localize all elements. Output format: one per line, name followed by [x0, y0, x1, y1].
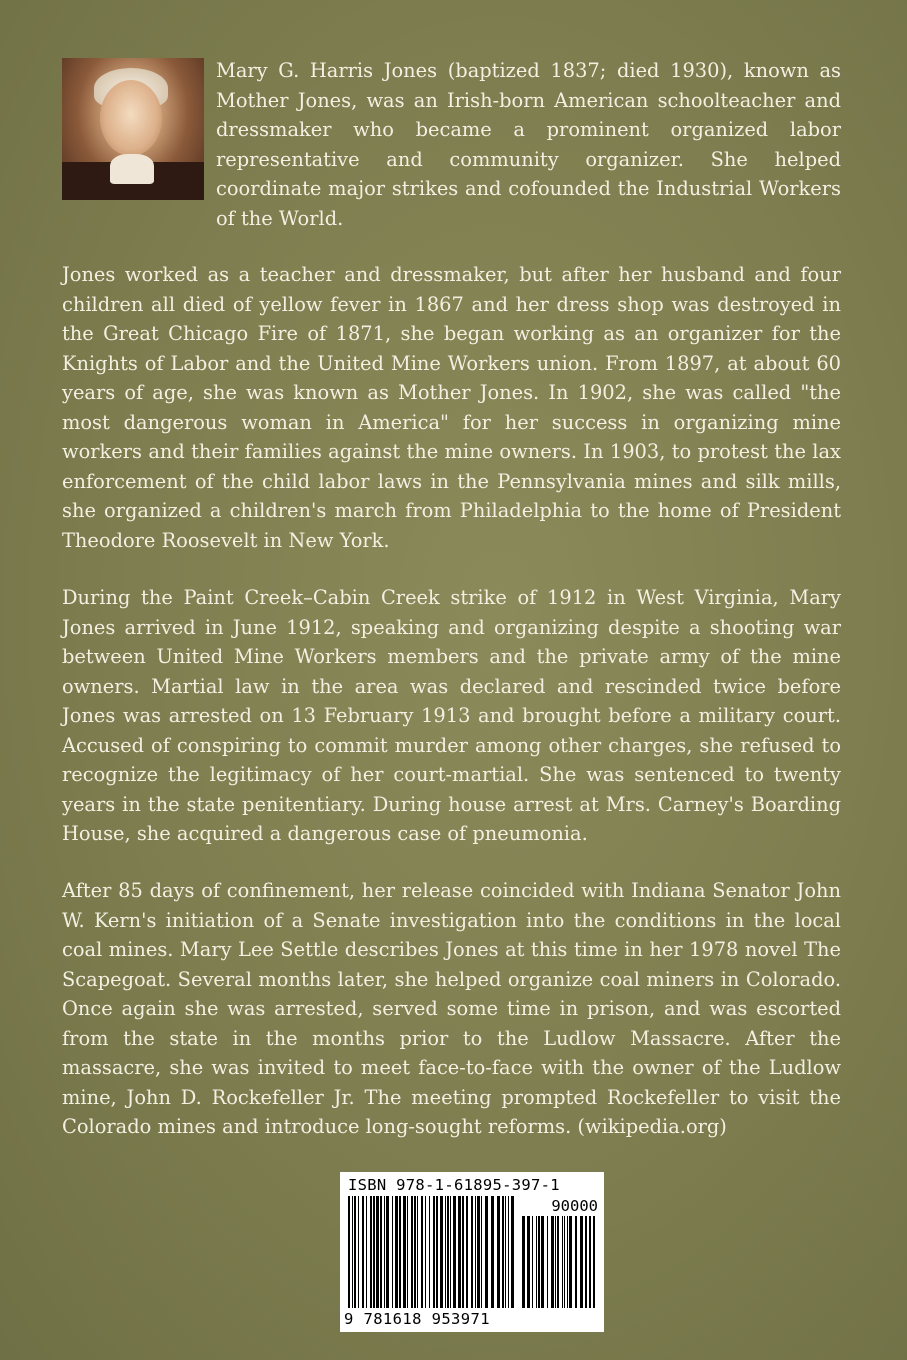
barcode-stripe: [352, 1196, 353, 1308]
addon-stripe: [580, 1216, 583, 1308]
addon-stripe: [527, 1216, 530, 1308]
addon-stripe: [569, 1216, 572, 1308]
barcode-stripe: [502, 1196, 504, 1308]
addon-stripe: [593, 1216, 595, 1308]
barcode-stripe: [481, 1196, 482, 1308]
barcode-digits: 9 781618 953971: [344, 1310, 490, 1328]
barcode-stripe: [477, 1196, 480, 1308]
addon-stripe: [532, 1216, 533, 1308]
barcode-stripe: [458, 1196, 461, 1308]
addon-stripe: [562, 1216, 563, 1308]
addon-stripe: [555, 1216, 556, 1308]
barcode-stripe: [440, 1196, 443, 1308]
barcode-stripe: [491, 1196, 494, 1308]
ean-bars: [346, 1196, 518, 1310]
barcode-stripe: [453, 1196, 456, 1308]
barcode-stripe: [403, 1196, 406, 1308]
barcode-stripe: [450, 1196, 451, 1308]
barcode-stripe: [373, 1196, 375, 1308]
barcode-stripe: [399, 1196, 401, 1308]
addon-stripe: [557, 1216, 559, 1308]
isbn-barcode: [340, 1172, 604, 1332]
barcode-stripe: [445, 1196, 446, 1308]
barcode-stripe: [392, 1196, 393, 1308]
addon-stripe: [564, 1216, 565, 1308]
barcode-stripe: [471, 1196, 473, 1308]
barcode-stripe: [462, 1196, 464, 1308]
addon-stripe: [547, 1216, 548, 1308]
price-code: 90000: [551, 1197, 598, 1215]
barcode-stripe: [433, 1196, 435, 1308]
addon-stripe: [575, 1216, 577, 1308]
barcode-stripe: [380, 1196, 382, 1308]
barcode-stripe: [395, 1196, 398, 1308]
addon-stripe: [541, 1216, 544, 1308]
strike-paragraph: During the Paint Creek–Cabin Creek strike of 1912 in West Virginia, Mary Jones arrived in June 1912, speaking and organizing despite a shooting war between United Mine Workers members and the private army of the mine owners. Martial law in the area was declared and rescinded twice before Jones was arrested on 13 February 1913 and brought before a military court. Accused of conspiring to commit murder among other charges, she refused to recognize the legitimacy of her court-martial. She was sentenced to twenty years in the state penitentiary. During house arrest at Mrs. Carney's Boarding House, she acquired a dangerous case of pneumonia.: [62, 586, 841, 845]
barcode-stripe: [362, 1196, 364, 1308]
barcode-stripe: [436, 1196, 438, 1308]
barcode-stripe: [411, 1196, 413, 1308]
barcode-stripe: [511, 1196, 514, 1308]
barcode-stripe: [429, 1196, 430, 1308]
biography-paragraph: Jones worked as a teacher and dressmaker, but after her husband and four children all died of yellow fever in 1867 and her dress shop was destroyed in the Great Chicago Fire of 1871, she began working as an organizer for the Knights of Labor and the United Mine Workers union. From 1897, at about 60 years of age, she was known as Mother Jones. In 1902, she was called "the most dangerous woman in America" for her success in organizing mine workers and their families against the mine owners. In 1903, to protest the lax enforcement of the child labor laws in the Pennsylvania mines and silk mills, she organized a children's march from Philadelphia to the home of President Theodore Roosevelt in New York.: [62, 263, 841, 552]
barcode-stripe: [508, 1196, 509, 1308]
barcode-stripe: [370, 1196, 372, 1308]
barcode-stripe: [366, 1196, 367, 1308]
addon-stripe: [522, 1216, 525, 1308]
addon-stripe: [585, 1216, 587, 1308]
addon-bars: [520, 1216, 598, 1310]
addon-stripe: [567, 1216, 568, 1308]
barcode-stripe: [505, 1196, 506, 1308]
barcode-stripe: [386, 1196, 389, 1308]
intro-text: Mary G. Harris Jones (baptized 1837; died 1930), known as Mother Jones, was an Irish-born American schoolteacher and dressmaker who became a prominent organized labor representative and community organizer. She helped coordinate major strikes and cofounded the Industrial Workers of the World.: [216, 59, 841, 230]
barcode-stripe: [417, 1196, 418, 1308]
barcode-stripe: [421, 1196, 423, 1308]
barcode-stripe: [358, 1196, 359, 1308]
addon-stripe: [551, 1216, 554, 1308]
barcode-stripe: [407, 1196, 408, 1308]
barcode-stripe: [475, 1196, 476, 1308]
intro-paragraph: [62, 56, 841, 233]
addon-stripe: [589, 1216, 591, 1308]
portrait-photo: [62, 58, 204, 200]
barcode-stripe: [414, 1196, 416, 1308]
barcode-stripe: [354, 1196, 356, 1308]
release-paragraph: After 85 days of confinement, her release coincided with Indiana Senator John W. Kern's initiation of a Senate investigation into the conditions in the local coal mines. Mary Lee Settle describes Jones at this time in her 1978 novel The Scapegoat. Several months later, she helped organize coal miners in Colorado. Once again she was arrested, served some time in prison, and was escorted from the state in the months prior to the Ludlow Massacre. After the massacre, she was invited to meet face-to-face with the owner of the Ludlow mine, John D. Rockefeller Jr. The meeting prompted Rockefeller to visit the Colorado mines and introduce long-sought reforms. (wikipedia.org): [62, 879, 841, 1138]
isbn-label: ISBN 978-1-61895-397-1: [348, 1176, 560, 1194]
barcode-stripe: [348, 1196, 350, 1308]
barcode-stripe: [425, 1196, 426, 1308]
barcode-stripe: [376, 1196, 379, 1308]
barcode-stripe: [497, 1196, 500, 1308]
addon-stripe: [536, 1216, 537, 1308]
barcode-stripe: [485, 1196, 488, 1308]
addon-stripe: [538, 1216, 540, 1308]
barcode-stripe: [466, 1196, 468, 1308]
barcode-stripe: [384, 1196, 385, 1308]
barcode-stripe: [447, 1196, 449, 1308]
